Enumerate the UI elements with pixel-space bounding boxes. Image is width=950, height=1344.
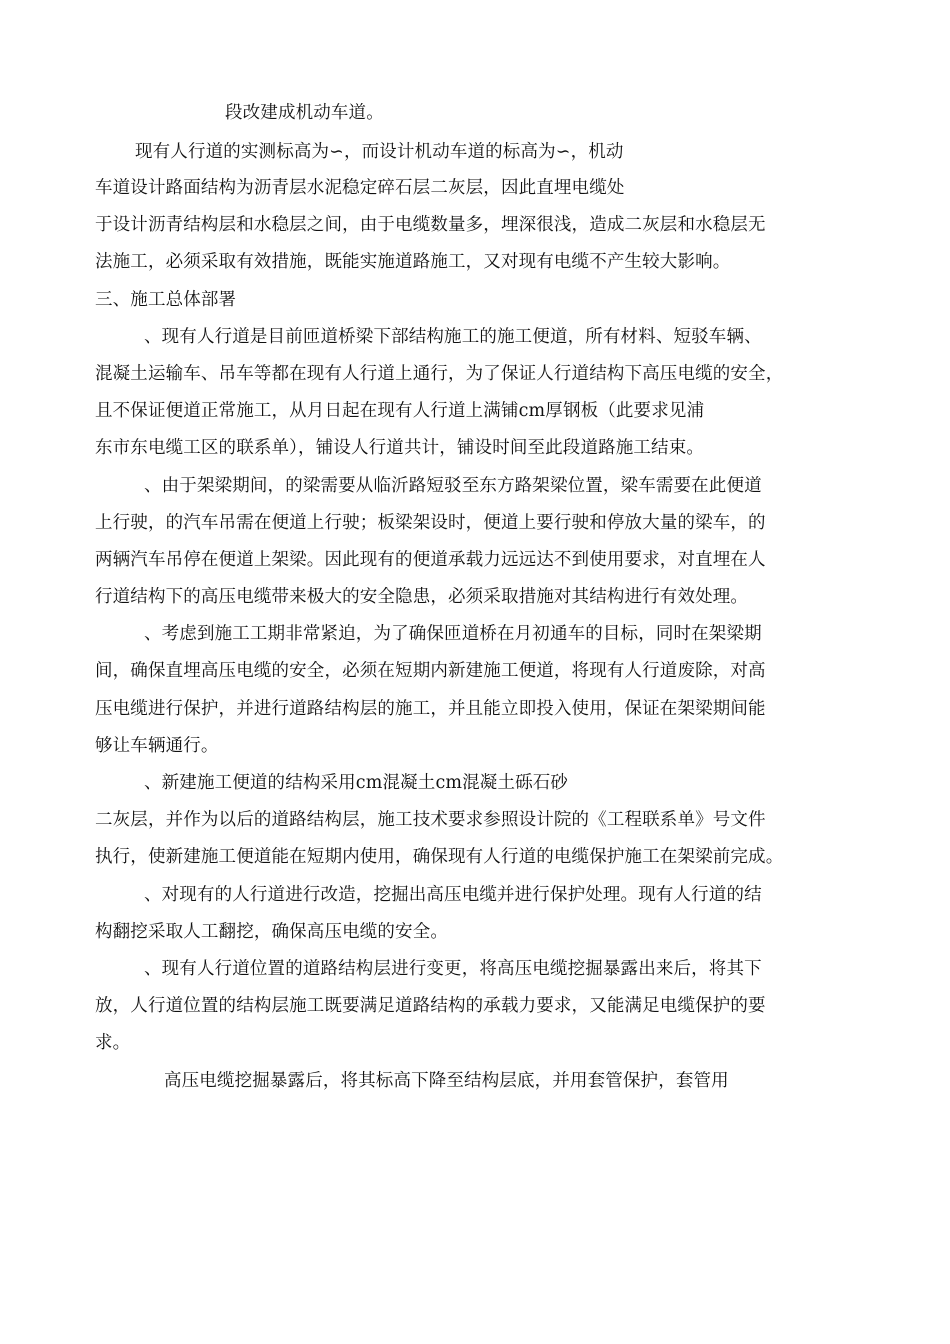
text-line-17: 压电缆进行保护，并进行道路结构层的施工，并且能立即投入使用，保证在架梁期间能: [95, 699, 766, 719]
text-line-21: 执行，使新建施工便道能在短期内使用，确保现有人行道的电缆保护施工在架梁前完成。: [95, 847, 784, 867]
text-line-23: 构翻挖采取人工翻挖，确保高压电缆的安全。: [95, 922, 448, 942]
text-line-26: 求。: [95, 1033, 131, 1053]
text-line-7: 、现有人行道是目前匝道桥梁下部结构施工的施工便道，所有材料、短驳车辆、: [144, 327, 762, 347]
text-line-15: 、考虑到施工工期非常紧迫，为了确保匝道桥在月初通车的目标，同时在架梁期: [144, 624, 762, 644]
text-line-19: 、新建施工便道的结构采用cm混凝土cm混凝土砾石砂: [144, 773, 569, 793]
text-line-16: 间，确保直埋高压电缆的安全，必须在短期内新建施工便道，将现有人行道废除，对高: [95, 661, 766, 681]
text-line-27: 高压电缆挖掘暴露后，将其标高下降至结构层底，并用套管保护，套管用: [164, 1071, 729, 1091]
text-line-1: 段改建成机动车道。: [225, 103, 384, 123]
section-heading: 三、施工总体部署: [95, 290, 237, 310]
text-line-9: 且不保证便道正常施工，从月日起在现有人行道上满铺cm厚钢板（此要求见浦: [95, 401, 705, 421]
text-line-18: 够让车辆通行。: [95, 736, 219, 756]
text-line-5: 法施工，必须采取有效措施，既能实施道路施工，又对现有电缆不产生较大影响。: [95, 252, 731, 272]
text-line-14: 行道结构下的高压电缆带来极大的安全隐患，必须采取措施对其结构进行有效处理。: [95, 587, 749, 607]
text-line-4: 于设计沥青结构层和水稳层之间，由于电缆数量多，埋深很浅，造成二灰层和水稳层无: [95, 215, 766, 235]
text-line-24: 、现有人行道位置的道路结构层进行变更，将高压电缆挖掘暴露出来后，将其下: [144, 959, 762, 979]
text-line-3: 车道设计路面结构为沥青层水泥稳定碎石层二灰层，因此直埋电缆处: [95, 178, 625, 198]
text-line-2: 现有人行道的实测标高为∽，而设计机动车道的标高为∽，机动: [135, 142, 624, 162]
text-line-22: 、对现有的人行道进行改造，挖掘出高压电缆并进行保护处理。现有人行道的结: [144, 885, 762, 905]
text-line-12: 上行驶，的汽车吊需在便道上行驶；板梁架设时，便道上要行驶和停放大量的梁车，的: [95, 513, 766, 533]
text-line-13: 两辆汽车吊停在便道上架梁。因此现有的便道承载力远远达不到使用要求，对直埋在人: [95, 550, 766, 570]
text-line-8: 混凝土运输车、吊车等都在现有人行道上通行，为了保证人行道结构下高压电缆的安全，: [95, 364, 784, 384]
text-line-20: 二灰层，并作为以后的道路结构层，施工技术要求参照设计院的《工程联系单》号文件: [95, 810, 766, 830]
text-line-25: 放，人行道位置的结构层施工既要满足道路结构的承载力要求，又能满足电缆保护的要: [95, 996, 766, 1016]
text-line-11: 、由于架梁期间，的梁需要从临沂路短驳至东方路架梁位置，梁车需要在此便道: [144, 476, 762, 496]
text-line-10: 东市东电缆工区的联系单），铺设人行道共计，铺设时间至此段道路施工结束。: [95, 438, 704, 458]
